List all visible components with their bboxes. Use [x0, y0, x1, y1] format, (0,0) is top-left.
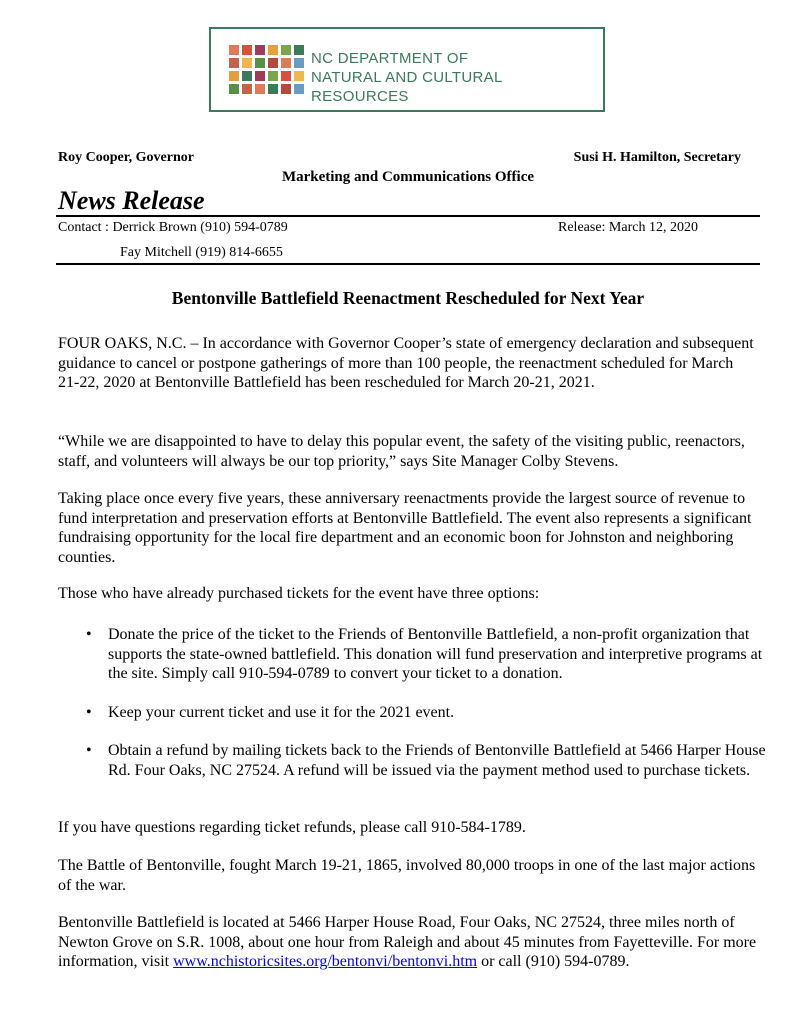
contact-line-1	[58, 220, 288, 236]
paragraph-2-text: “While we are disappointed to have to delay this popular event, the safety of the visiting public, reenactors, staff, and volunteers will always be our top priority,” says Site Manager Colby Stevens.	[58, 433, 745, 470]
paragraph-7-text	[58, 913, 770, 972]
logo-tile	[255, 45, 265, 55]
secretary-name: Susi H. Hamilton, Secretary	[573, 150, 741, 165]
bullet-item-3: Obtain a refund by mailing tickets back to the Friends of Bentonville Battlefield at 5466 Harper House Rd. Four Oaks, NC 27524. A refund will be issued via the payment method used to purchase tickets.	[108, 742, 766, 779]
bullet-item-2: Keep your current ticket and use it for the 2021 event.	[108, 704, 455, 721]
logo-tile	[255, 71, 265, 81]
paragraph-7-lead: Bentonville Battlefield is located at 5466 Harper House Road, Four Oaks, NC 27524, three miles north of Newton Grove on S.R. 1008, about one hour from Raleigh and about 45 minutes from Fayetteville. For more information, visit	[58, 914, 757, 970]
contact-label: Contact :	[58, 220, 109, 235]
logo-tile	[242, 45, 252, 55]
release-date: Release: March 12, 2020	[558, 220, 698, 235]
logo-tile	[229, 84, 239, 94]
bullet-marker-3: •	[86, 742, 92, 759]
paragraph-1	[58, 334, 758, 393]
contact-name-2: Fay Mitchell (919) 814-6655	[120, 245, 283, 260]
logo-tile	[294, 45, 304, 55]
logo-tile	[268, 58, 278, 68]
paragraph-2	[58, 432, 758, 471]
paragraph-1-text: FOUR OAKS, N.C. – In accordance with Governor Cooper’s state of emergency declaration and subsequent guidance to cancel or postpone gatherings of more than 100 people, the reenactment scheduled for March 21-22, 2020 at Bentonville Battlefield has been rescheduled for March 20-21, 2021.	[58, 335, 754, 391]
headline: Bentonville Battlefield Reenactment Rescheduled for Next Year	[171, 288, 645, 308]
contact-name-1: Derrick Brown (910) 594-0789	[112, 220, 288, 235]
logo-tile	[229, 45, 239, 55]
paragraph-4-text: Those who have already purchased tickets for the event have three options:	[58, 585, 540, 602]
paragraph-3	[58, 489, 758, 567]
paragraph-5	[58, 818, 758, 838]
logo-tile	[242, 71, 252, 81]
logo-tile	[268, 45, 278, 55]
logo-tile	[242, 58, 252, 68]
department-logo	[209, 27, 605, 112]
logo-tile	[281, 84, 291, 94]
logo-tile	[255, 58, 265, 68]
governor-name: Roy Cooper, Governor	[58, 150, 194, 165]
office-name: Marketing and Communications Office	[281, 169, 535, 185]
paragraph-3-text: Taking place once every five years, these anniversary reenactments provide the largest source of revenue to fund interpretation and preservation efforts at Bentonville Battlefield. The event also represents a significant fundraising opportunity for the local fire department and an economic boon for Johnston and neighboring counties.	[58, 490, 752, 566]
logo-tile	[229, 71, 239, 81]
bullet-marker-2: •	[86, 704, 92, 721]
logo-tile	[294, 58, 304, 68]
logo-tile	[281, 45, 291, 55]
paragraph-5-text: If you have questions regarding ticket refunds, please call 910-584-1789.	[58, 819, 526, 836]
logo-tile	[268, 84, 278, 94]
logo-tile	[281, 58, 291, 68]
historic-site-link[interactable]: www.nchistoricsites.org/bentonvi/bentonvi.htm	[173, 953, 478, 970]
bullet-item-1: Donate the price of the ticket to the Friends of Bentonville Battlefield, a non-profit organization that supports the state-owned battlefield. This donation will fund preservation and interpretive programs at the site. Simply call 910-594-0789 to convert your ticket to a donation.	[108, 626, 763, 682]
paragraph-4	[58, 584, 758, 604]
paragraph-7	[58, 913, 770, 972]
paragraph-6	[58, 856, 758, 895]
bottom-rule	[56, 263, 760, 265]
logo-tile	[268, 71, 278, 81]
logo-mosaic	[229, 45, 304, 94]
logo-tile	[294, 84, 304, 94]
logo-tile	[229, 58, 239, 68]
paragraph-6-text: The Battle of Bentonville, fought March 19-21, 1865, involved 80,000 troops in one of the last major actions of the war.	[58, 857, 756, 894]
news-release-title: News Release	[58, 186, 205, 215]
top-rule	[56, 215, 760, 217]
logo-tile	[294, 71, 304, 81]
logo-tile	[281, 71, 291, 81]
logo-tile	[255, 84, 265, 94]
logo-line-1: NC DEPARTMENT OF	[311, 50, 469, 67]
logo-line-2: NATURAL AND CULTURAL RESOURCES	[311, 69, 503, 105]
logo-tile	[242, 84, 252, 94]
logo-text	[311, 49, 603, 106]
bullet-marker-1: •	[86, 626, 92, 643]
paragraph-7-tail: or call (910) 594-0789.	[477, 953, 630, 970]
